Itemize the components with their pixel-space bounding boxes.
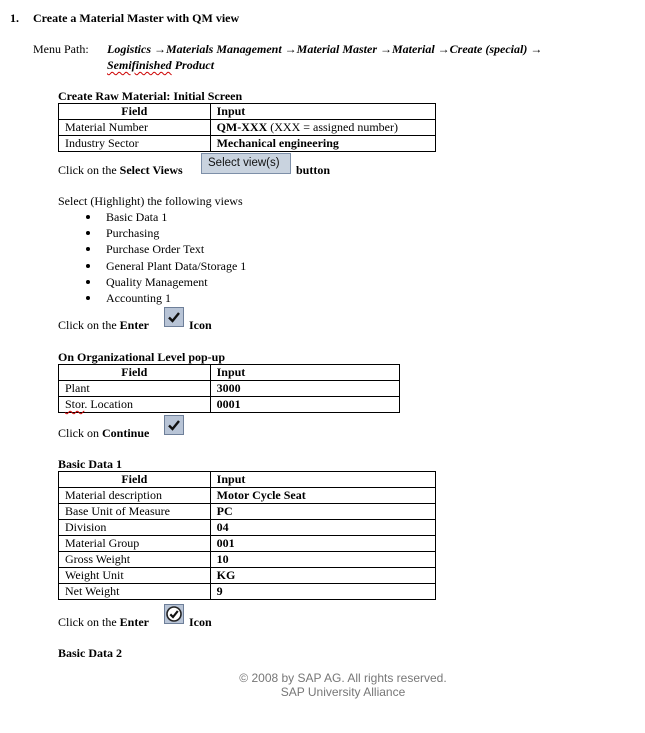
list-item: Basic Data 1	[58, 209, 246, 225]
field-cell: Industry Sector	[59, 136, 211, 152]
enter-instruction	[58, 318, 149, 333]
section-number: 1.	[10, 11, 19, 25]
table-row	[59, 397, 400, 413]
enter-button-2[interactable]	[164, 604, 184, 624]
header-input: Input	[210, 472, 435, 488]
input-cell: 04	[210, 520, 435, 536]
table-row	[59, 552, 436, 568]
table-row	[59, 584, 436, 600]
field-cell: Base Unit of Measure	[59, 504, 211, 520]
basic-data1-heading: Basic Data 1	[58, 457, 122, 471]
table-row	[59, 536, 436, 552]
views-intro: Select (Highlight) the following views	[58, 194, 243, 208]
input-cell: 0001	[210, 397, 399, 413]
header-input: Input	[210, 104, 435, 120]
continue-instruction	[58, 426, 149, 441]
menu-path-line2	[107, 58, 214, 73]
basic-data1-table	[58, 471, 436, 600]
table-header-row	[59, 472, 436, 488]
field-cell: Material Group	[59, 536, 211, 552]
checkmark-icon	[166, 309, 182, 325]
menu-path-label: Menu Path:	[33, 42, 89, 56]
field-cell: Material description	[59, 488, 211, 504]
field-cell: Weight Unit	[59, 568, 211, 584]
input-cell: 10	[210, 552, 435, 568]
header-input: Input	[210, 365, 399, 381]
footer-alliance: SAP University Alliance	[280, 685, 406, 699]
enter-suffix: Icon	[189, 318, 212, 332]
list-item: Accounting 1	[58, 290, 246, 306]
field-cell: Division	[59, 520, 211, 536]
header-field: Field	[59, 365, 211, 381]
org-level-heading: On Organizational Level pop-up	[58, 350, 226, 364]
input-cell: 001	[210, 536, 435, 552]
input-cell: Motor Cycle Seat	[210, 488, 435, 504]
header-field: Field	[59, 104, 211, 120]
material-number-note: (XXX = assigned number)	[267, 120, 398, 134]
field-cell: Plant	[59, 381, 211, 397]
views-list	[58, 209, 246, 306]
field-cell	[59, 397, 211, 413]
list-item: Purchasing	[58, 225, 246, 241]
instruction-prefix: Click on the	[58, 318, 120, 332]
list-item: Purchase Order Text	[58, 241, 246, 257]
input-cell	[210, 120, 435, 136]
table-row	[59, 520, 436, 536]
menu-path-semifinished: Semifinished	[107, 58, 172, 72]
material-number-value: QM-XXX	[216, 120, 268, 134]
list-item: Quality Management	[58, 274, 246, 290]
menu-path-product: Product	[171, 58, 215, 72]
initial-screen-heading: Create Raw Material: Initial Screen	[58, 89, 243, 103]
instruction-bold: Continue	[102, 426, 150, 440]
location-word: . Location	[84, 397, 133, 411]
field-cell: Gross Weight	[59, 552, 211, 568]
org-level-table	[58, 364, 400, 413]
table-row	[59, 120, 436, 136]
table-row	[59, 488, 436, 504]
select-views-button[interactable]: Select view(s)	[201, 153, 291, 174]
input-cell: PC	[210, 504, 435, 520]
enter-suffix-2: Icon	[189, 615, 212, 629]
table-row	[59, 568, 436, 584]
enter-button[interactable]	[164, 307, 184, 327]
instruction-bold: Select Views	[119, 163, 183, 177]
list-item: General Plant Data/Storage 1	[58, 258, 246, 274]
checkmark-icon	[166, 417, 182, 433]
initial-screen-table	[58, 103, 436, 152]
table-row	[59, 381, 400, 397]
enter-instruction-2	[58, 615, 149, 630]
section-title: Create a Material Master with QM view	[33, 11, 240, 25]
table-row	[59, 136, 436, 152]
instruction-prefix: Click on the	[58, 615, 120, 629]
select-views-suffix: button	[296, 163, 331, 177]
stor-word: Stor	[65, 397, 85, 411]
continue-button[interactable]	[164, 415, 184, 435]
menu-path-line1: Logistics →Materials Management →Material Master →Material →Create (special) →	[107, 42, 543, 56]
field-cell: Material Number	[59, 120, 211, 136]
checkmark-circle-icon	[166, 606, 182, 622]
input-cell: 9	[210, 584, 435, 600]
table-header-row	[59, 365, 400, 381]
basic-data2-heading: Basic Data 2	[58, 646, 122, 660]
instruction-prefix: Click on the	[58, 163, 120, 177]
select-views-instruction	[58, 163, 183, 178]
header-field: Field	[59, 472, 211, 488]
table-header-row	[59, 104, 436, 120]
input-cell: Mechanical engineering	[210, 136, 435, 152]
instruction-bold: Enter	[119, 615, 149, 629]
field-cell: Net Weight	[59, 584, 211, 600]
instruction-prefix: Click on	[58, 426, 102, 440]
input-cell: 3000	[210, 381, 399, 397]
footer-copyright: © 2008 by SAP AG. All rights reserved.	[239, 671, 447, 685]
input-cell: KG	[210, 568, 435, 584]
instruction-bold: Enter	[119, 318, 149, 332]
table-row	[59, 504, 436, 520]
